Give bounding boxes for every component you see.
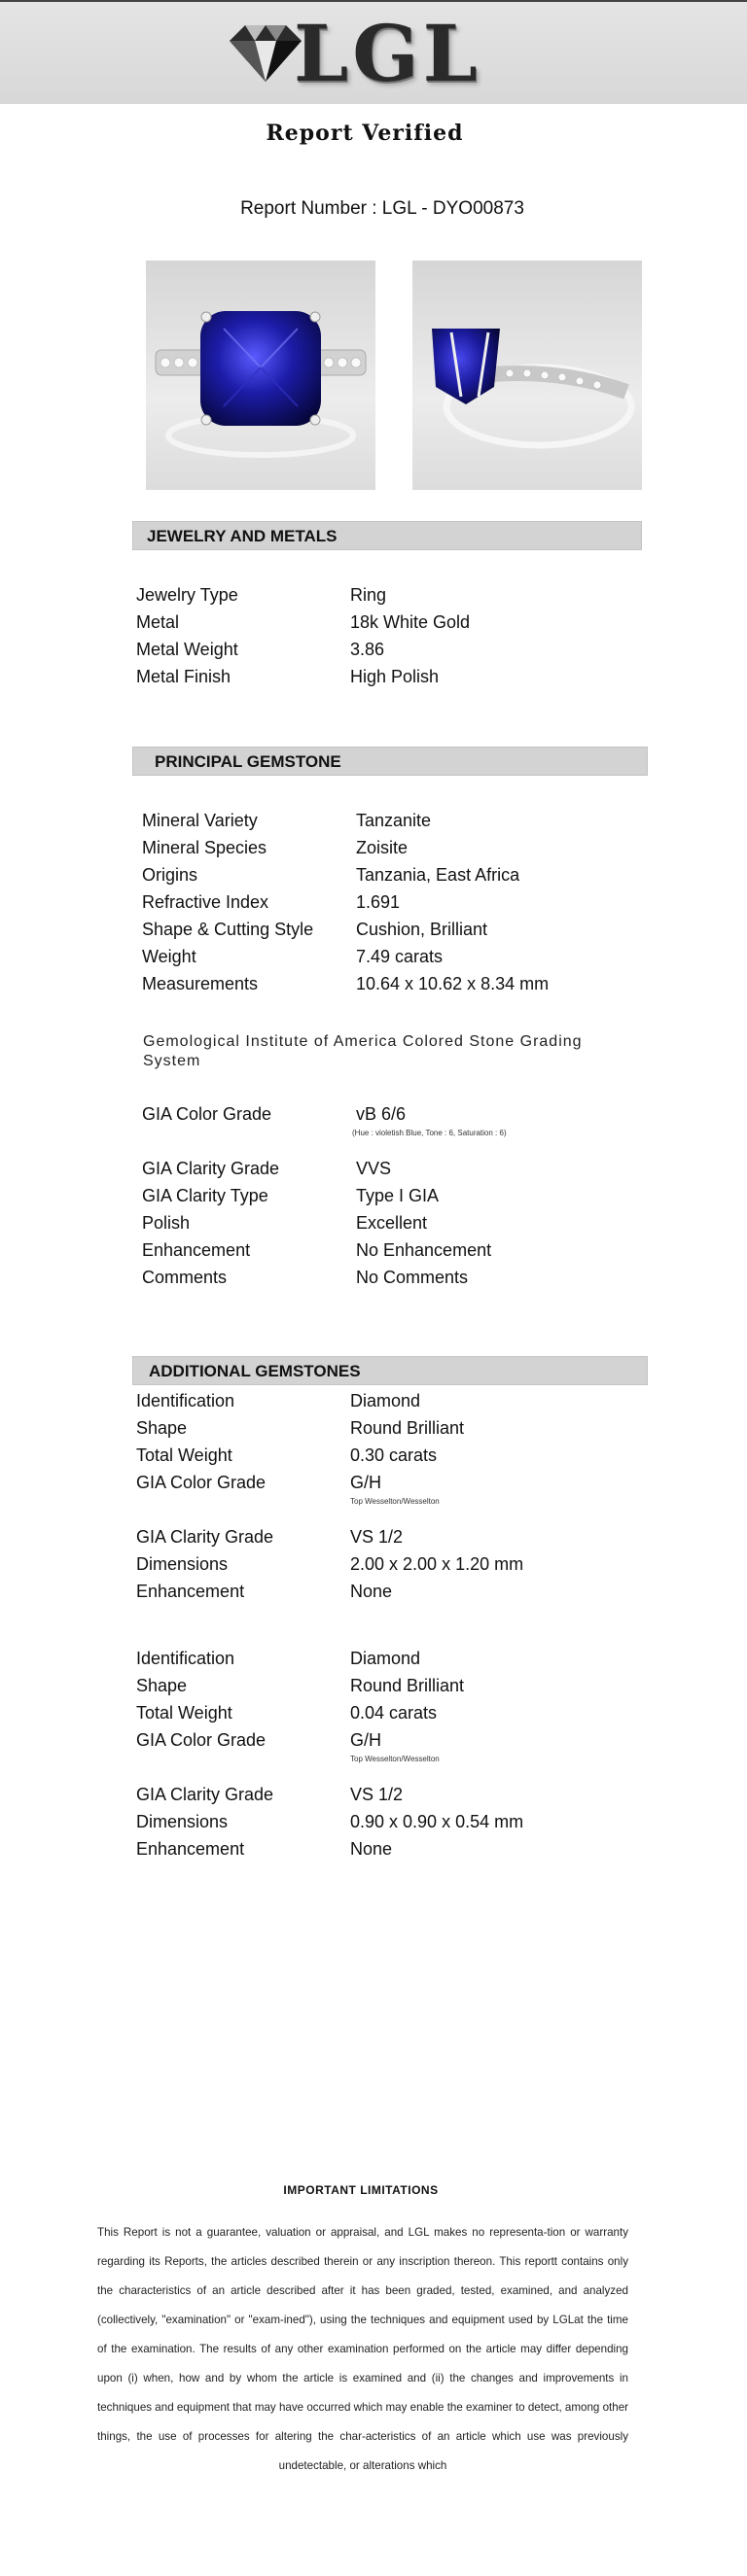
detail-value: None — [350, 1582, 393, 1601]
detail-label: Enhancement — [136, 1582, 245, 1601]
section-heading: JEWELRY AND METALS — [147, 527, 338, 545]
detail-label: GIA Color Grade — [136, 1473, 267, 1492]
color-grade-note: Top Wesselton/Wesselton — [350, 1755, 440, 1763]
detail-value: vB 6/6 — [356, 1104, 407, 1124]
color-grade-note: Top Wesselton/Wesselton — [350, 1497, 440, 1506]
detail-value: Type I GIA — [356, 1186, 440, 1205]
limitations-title: IMPORTANT LIMITATIONS — [283, 2183, 439, 2197]
report-title: Report Verified — [266, 121, 464, 146]
section-jewelry-metals — [132, 521, 642, 550]
detail-label: Shape & Cutting Style — [142, 920, 314, 939]
detail-value: G/H — [350, 1473, 382, 1492]
detail-label: Metal Weight — [136, 640, 238, 659]
detail-value: Ring — [350, 585, 387, 605]
ring-side-image — [412, 261, 642, 490]
detail-value: 1.691 — [356, 892, 401, 912]
header-banner — [0, 0, 747, 104]
gia-grading-system-note: Gemological Institute of America Colored Stone Grading System — [143, 1033, 583, 1069]
ring-photo-front — [146, 261, 375, 490]
detail-label: Dimensions — [136, 1554, 229, 1574]
detail-label: Dimensions — [136, 1812, 229, 1831]
detail-value: 10.64 x 10.62 x 8.34 mm — [356, 974, 550, 993]
detail-value: 2.00 x 2.00 x 1.20 mm — [350, 1554, 524, 1574]
detail-label: Polish — [142, 1213, 191, 1233]
detail-value: Round Brilliant — [350, 1418, 465, 1438]
detail-value: 0.90 x 0.90 x 0.54 mm — [350, 1812, 524, 1831]
detail-label: Origins — [142, 865, 198, 885]
detail-label: Jewelry Type — [136, 585, 238, 605]
detail-value: 18k White Gold — [350, 612, 471, 632]
section-additional-gemstones — [132, 1356, 648, 1385]
detail-label: Refractive Index — [142, 892, 269, 912]
detail-value: Excellent — [356, 1213, 428, 1233]
detail-value: Diamond — [350, 1649, 421, 1668]
detail-value: Tanzania, East Africa — [356, 865, 520, 885]
detail-value: VS 1/2 — [350, 1785, 404, 1804]
detail-label: GIA Clarity Grade — [136, 1527, 274, 1547]
logo-text: LGL — [294, 8, 481, 99]
detail-value: G/H — [350, 1730, 382, 1750]
detail-label: Measurements — [142, 974, 259, 993]
detail-value: 0.04 carats — [350, 1703, 438, 1723]
ring-front-image — [146, 261, 375, 490]
detail-label: Total Weight — [136, 1703, 232, 1723]
detail-label: Identification — [136, 1649, 235, 1668]
detail-label: Shape — [136, 1418, 188, 1438]
limitations-text: This Report is not a guarantee, valuation or appraisal, and LGL makes no representa-tion or warranty regarding its Reports, the articles described therein or any inscription thereon. This reportt contains only the characteristics of an article described after it has been graded, tested, examined, and analyzed (collectively, "examination" or "exam-ined"), using the techniques and equipment used by LGLat the time of the examination. The results of any other examination performed on the article may differ depending upon (i) when, how and by whom the article is examined and (ii) the changes and improvements in techniques and equipment that may have occurred which may enable the examiner to detect, among other things, the use of processes for altering the char-acteristics of an article which use was previously undetectable, or alterations which — [97, 2226, 628, 2472]
detail-label: Mineral Variety — [142, 811, 258, 830]
detail-value: Cushion, Brilliant — [356, 920, 488, 939]
detail-value: No Comments — [356, 1268, 469, 1287]
detail-value: 7.49 carats — [356, 947, 444, 966]
detail-value: Round Brilliant — [350, 1676, 465, 1695]
color-grade-note: (Hue : violetish Blue, Tone : 6, Saturation : 6) — [352, 1129, 507, 1137]
detail-label: Metal — [136, 612, 180, 632]
detail-value: VVS — [356, 1159, 392, 1178]
detail-value: None — [350, 1839, 393, 1859]
detail-value: Zoisite — [356, 838, 409, 857]
detail-label: Weight — [142, 947, 196, 966]
detail-label: GIA Color Grade — [136, 1730, 267, 1750]
detail-label: Enhancement — [142, 1240, 251, 1260]
detail-label: Enhancement — [136, 1839, 245, 1859]
lgl-logo[interactable] — [226, 8, 488, 99]
detail-value: No Enhancement — [356, 1240, 492, 1260]
detail-value: Diamond — [350, 1391, 421, 1410]
detail-value: High Polish — [350, 667, 440, 686]
detail-value: VS 1/2 — [350, 1527, 404, 1547]
detail-label: Comments — [142, 1268, 228, 1287]
detail-label: Identification — [136, 1391, 235, 1410]
detail-label: GIA Clarity Type — [142, 1186, 268, 1205]
detail-label: GIA Clarity Grade — [136, 1785, 274, 1804]
section-heading: PRINCIPAL GEMSTONE — [155, 752, 341, 771]
detail-label: Metal Finish — [136, 667, 231, 686]
detail-value: 0.30 carats — [350, 1445, 438, 1465]
detail-label: GIA Clarity Grade — [142, 1159, 280, 1178]
detail-label: GIA Color Grade — [142, 1104, 272, 1124]
detail-label: Shape — [136, 1676, 188, 1695]
detail-label: Total Weight — [136, 1445, 232, 1465]
detail-label: Mineral Species — [142, 838, 267, 857]
report-number: Report Number : LGL - DYO00873 — [240, 198, 524, 219]
ring-photo-side — [412, 261, 642, 490]
section-principal-gemstone — [132, 747, 648, 776]
section-heading: ADDITIONAL GEMSTONES — [149, 1362, 361, 1380]
detail-value: 3.86 — [350, 640, 385, 659]
detail-value: Tanzanite — [356, 811, 432, 830]
